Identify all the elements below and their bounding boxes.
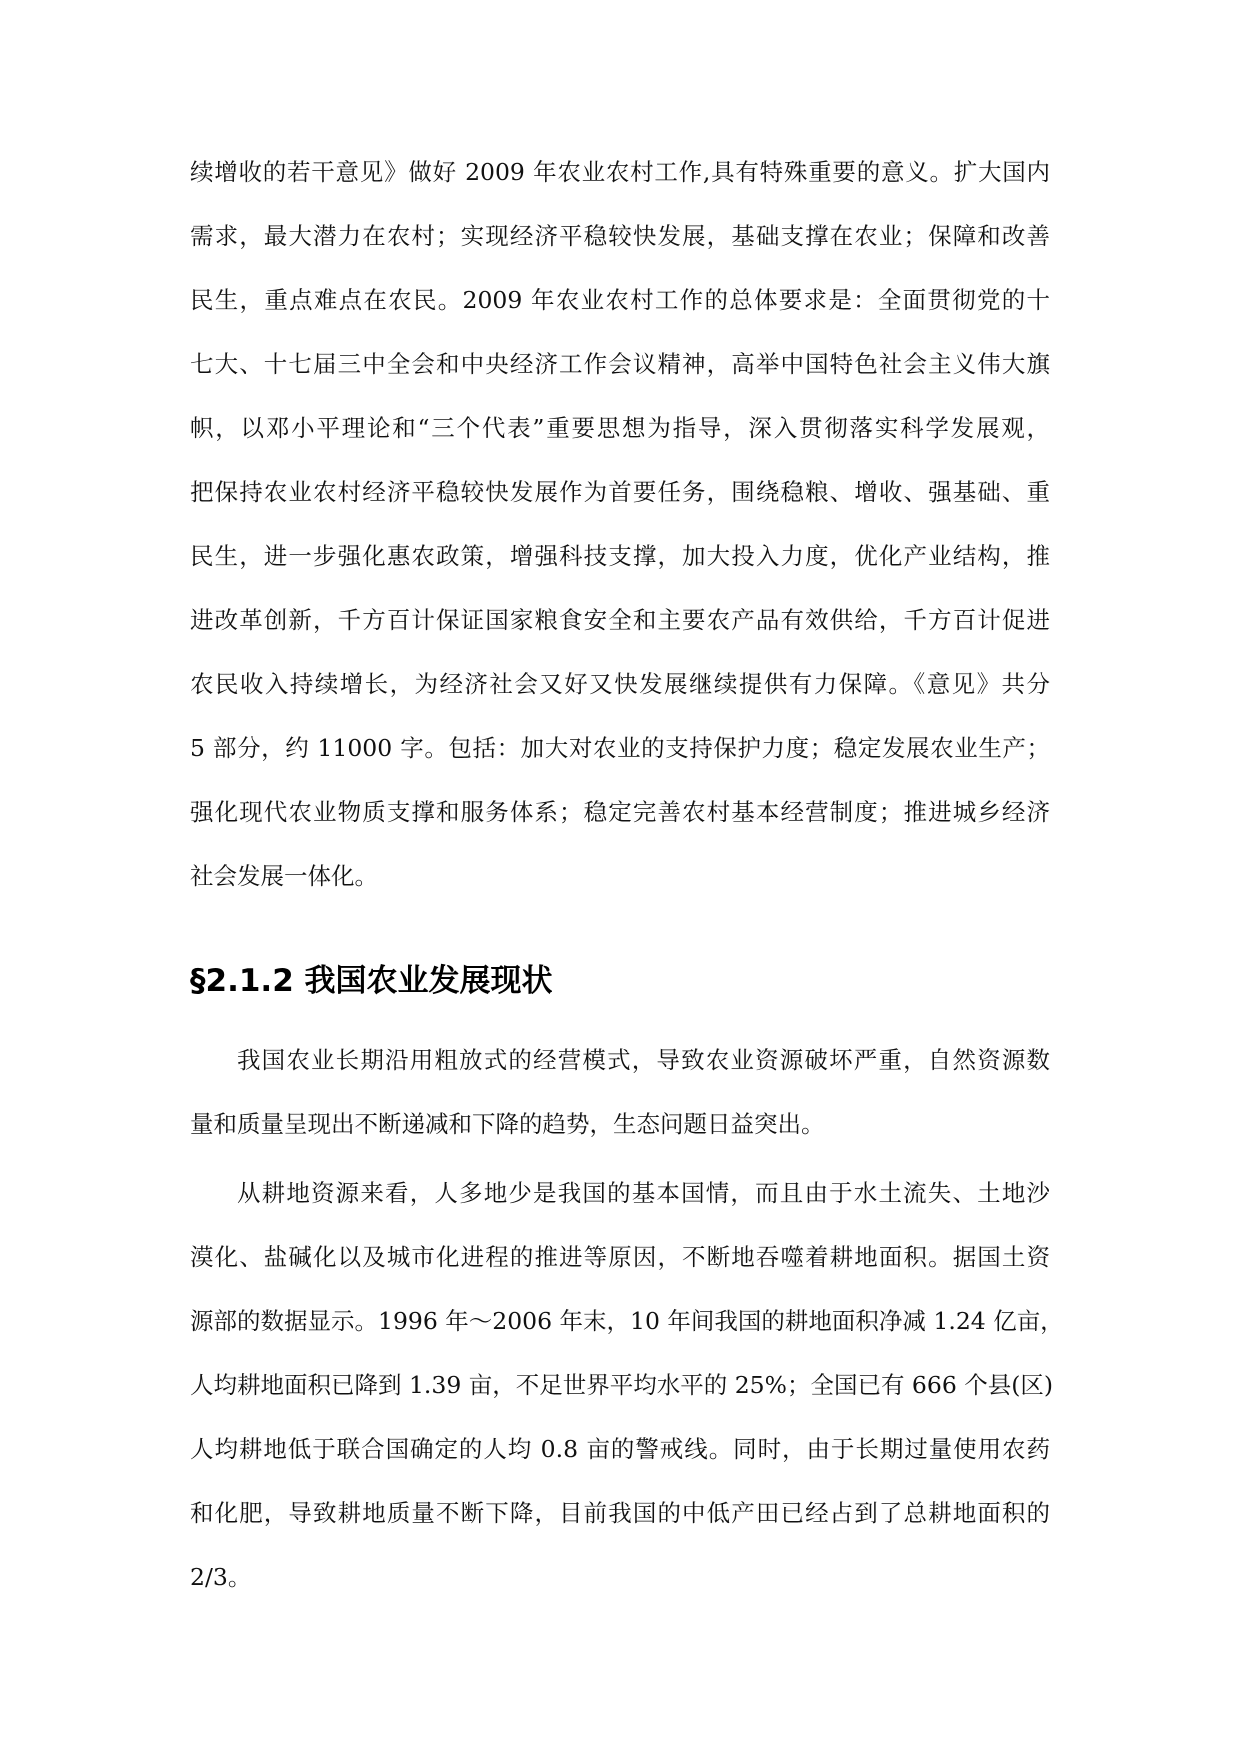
section-heading: §2.1.2 我国农业发展现状 [190,963,553,999]
paragraph-1-line: 农民收入持续增长，为经济社会又好又快发展继续提供有力保障。《意见》共分 [190,670,1050,698]
paragraph-1-line: 进改革创新，千方百计保证国家粮食安全和主要农产品有效供给，千方百计促进 [190,606,1050,634]
paragraph-2-line: 量和质量呈现出不断递减和下降的趋势，生态问题日益突出。 [190,1110,825,1138]
paragraph-3-line: 人均耕地低于联合国确定的人均 0.8 亩的警戒线。同时，由于长期过量使用农药 [190,1435,1050,1463]
paragraph-1-line: 强化现代农业物质支撑和服务体系；稳定完善农村基本经营制度；推进城乡经济 [190,798,1050,826]
paragraph-3-line: 从耕地资源来看，人多地少是我国的基本国情，而且由于水土流失、土地沙 [237,1179,1050,1207]
paragraph-1-line: 需求，最大潜力在农村；实现经济平稳较快发展，基础支撑在农业；保障和改善 [190,222,1050,250]
paragraph-3-line: 和化肥，导致耕地质量不断下降，目前我国的中低产田已经占到了总耕地面积的 [190,1499,1050,1527]
paragraph-1-line: 七大、十七届三中全会和中央经济工作会议精神，高举中国特色社会主义伟大旗 [190,350,1050,378]
paragraph-3-line: 源部的数据显示。1996 年～2006 年末，10 年间我国的耕地面积净减 1.24 亿亩， [190,1307,1064,1335]
paragraph-2-line: 我国农业长期沿用粗放式的经营模式，导致农业资源破坏严重，自然资源数 [237,1046,1050,1074]
paragraph-1-line: 民生，重点难点在农民。2009 年农业农村工作的总体要求是：全面贯彻党的十 [190,286,1050,314]
paragraph-1-line: 社会发展一体化。 [190,862,378,890]
paragraph-1-line: 续增收的若干意见》做好 2009 年农业农村工作,具有特殊重要的意义。扩大国内 [190,158,1050,186]
paragraph-3-line: 漠化、盐碱化以及城市化进程的推进等原因，不断地吞噬着耕地面积。据国土资 [190,1243,1050,1271]
paragraph-1-line: 帜，以邓小平理论和“三个代表”重要思想为指导，深入贯彻落实科学发展观， [190,414,1050,442]
paragraph-1-line: 5 部分，约 11000 字。包括：加大对农业的支持保护力度；稳定发展农业生产； [190,734,1050,762]
paragraph-1-line: 把保持农业农村经济平稳较快发展作为首要任务，围绕稳粮、增收、强基础、重 [190,478,1050,506]
paragraph-3-line: 人均耕地面积已降到 1.39 亩，不足世界平均水平的 25%；全国已有 666 个县(区) [190,1371,1054,1399]
paragraph-3-line: 2/3。 [190,1563,252,1591]
paragraph-1-line: 民生，进一步强化惠农政策，增强科技支撑，加大投入力度，优化产业结构，推 [190,542,1050,570]
